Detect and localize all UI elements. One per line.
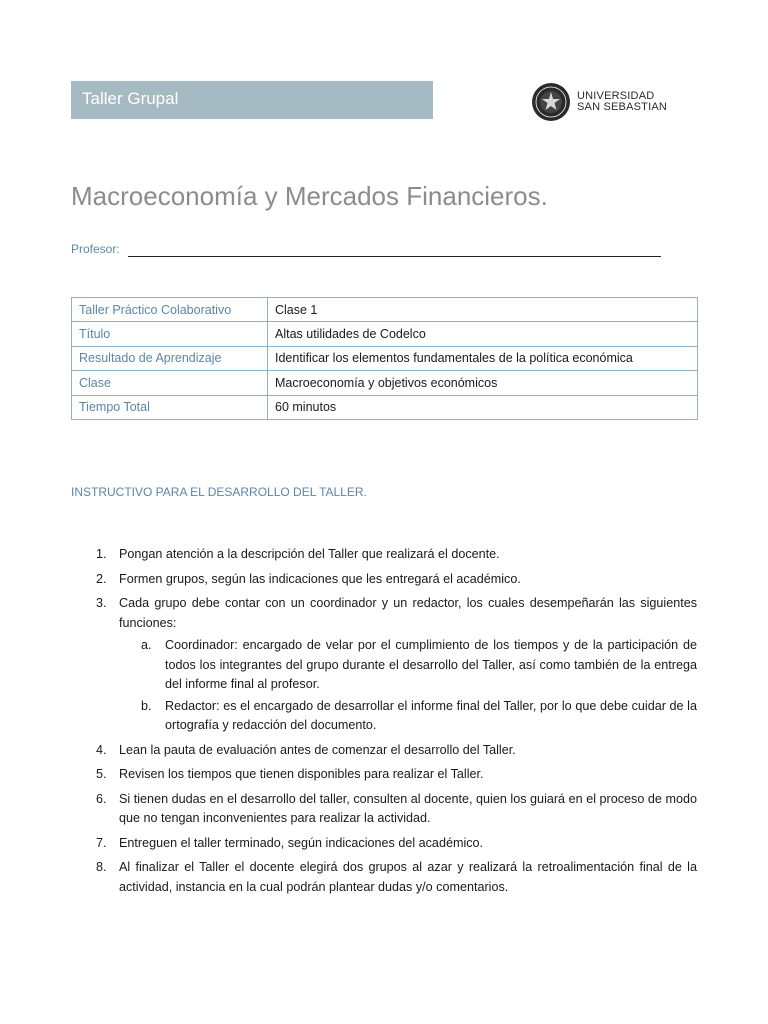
table-value-cell: Clase 1 bbox=[268, 298, 698, 322]
list-item-text: Entreguen el taller terminado, según indicaciones del académico. bbox=[119, 835, 484, 850]
table-key-cell: Tiempo Total bbox=[72, 395, 268, 419]
sub-list-item bbox=[119, 636, 697, 695]
list-item-number: 2. bbox=[96, 571, 107, 586]
sub-list-item bbox=[119, 697, 697, 736]
list-item-text: Si tienen dudas en el desarrollo del taller, consulten al docente, quien los guiará en el proceso de modo que no tengan inconvenientes para realizar la actividad. bbox=[119, 791, 697, 825]
list-item-text: Lean la pauta de evaluación antes de comenzar el desarrollo del Taller. bbox=[119, 742, 516, 757]
profesor-row bbox=[71, 237, 661, 257]
instructions-heading: INSTRUCTIVO PARA EL DESARROLLO DEL TALLER. bbox=[71, 485, 367, 499]
list-item-text: Cada grupo debe contar con un coordinador y un redactor, los cuales desempeñarán las siguientes funciones: bbox=[119, 596, 697, 630]
list-item-text: Revisen los tiempos que tienen disponibles para realizar el Taller. bbox=[119, 767, 484, 781]
list-item bbox=[71, 594, 697, 736]
table-value-cell: 60 minutos bbox=[268, 395, 698, 419]
list-item bbox=[71, 545, 697, 565]
list-item bbox=[71, 741, 697, 761]
list-item bbox=[71, 858, 697, 897]
table-value-cell: Identificar los elementos fundamentales de la política económica bbox=[268, 346, 698, 370]
list-item-number: 8. bbox=[96, 860, 107, 874]
logo-line-1: UNIVERSIDAD bbox=[577, 90, 655, 102]
list-item bbox=[71, 790, 697, 829]
profesor-blank-line bbox=[128, 243, 661, 257]
info-table bbox=[71, 297, 698, 420]
table-row bbox=[72, 346, 698, 370]
document-title: Macroeconomía y Mercados Financieros. bbox=[71, 181, 548, 211]
list-item-number: 3. bbox=[96, 596, 107, 610]
banner-title: Taller Grupal bbox=[71, 81, 433, 119]
table-value-cell: Altas utilidades de Codelco bbox=[268, 322, 698, 346]
list-item-text: Pongan atención a la descripción del Taller que realizará el docente. bbox=[119, 547, 500, 561]
table-key-cell: Título bbox=[72, 322, 268, 346]
list-item-text: Al finalizar el Taller el docente elegirá dos grupos al azar y realizará la retroalimentación final de la actividad, instancia en la cual podrán plantear dudas y/o comentarios. bbox=[119, 860, 697, 894]
instructions-list bbox=[71, 545, 697, 902]
list-item bbox=[71, 765, 697, 785]
profesor-label: Profesor: bbox=[71, 242, 120, 256]
sub-list-item-letter: b. bbox=[141, 698, 152, 713]
university-seal-icon bbox=[531, 82, 571, 122]
table-key-cell: Resultado de Aprendizaje bbox=[72, 346, 268, 370]
university-logo bbox=[531, 81, 671, 123]
table-row bbox=[72, 322, 698, 346]
list-item-number: 6. bbox=[96, 791, 107, 806]
table-value-cell: Macroeconomía y objetivos económicos bbox=[268, 371, 698, 395]
table-key-cell: Clase bbox=[72, 371, 268, 395]
table-row bbox=[72, 298, 698, 322]
table-key-cell: Taller Práctico Colaborativo bbox=[72, 298, 268, 322]
sub-list-item-text: Coordinador: encargado de velar por el cumplimiento de los tiempos y de la participación de todos los integrantes del grupo durante el desarrollo del Taller, así como también de la entrega del informe final al profesor. bbox=[165, 638, 697, 691]
list-item-number: 5. bbox=[96, 767, 107, 781]
sub-list-item-letter: a. bbox=[141, 638, 152, 652]
sub-list-item-text: Redactor: es el encargado de desarrollar el informe final del Taller, por lo que debe cuidar de la ortografía y redacción del documento. bbox=[165, 698, 697, 732]
list-item bbox=[71, 570, 697, 590]
list-item-number: 1. bbox=[96, 547, 107, 561]
sub-list bbox=[119, 636, 697, 736]
logo-line-2: SAN SEBASTIAN bbox=[577, 101, 668, 113]
list-item-number: 4. bbox=[96, 742, 107, 757]
list-item-text: Formen grupos, según las indicaciones que les entregará el académico. bbox=[119, 571, 521, 586]
list-item bbox=[71, 834, 697, 854]
table-row bbox=[72, 371, 698, 395]
table-row bbox=[72, 395, 698, 419]
list-item-number: 7. bbox=[96, 835, 107, 850]
